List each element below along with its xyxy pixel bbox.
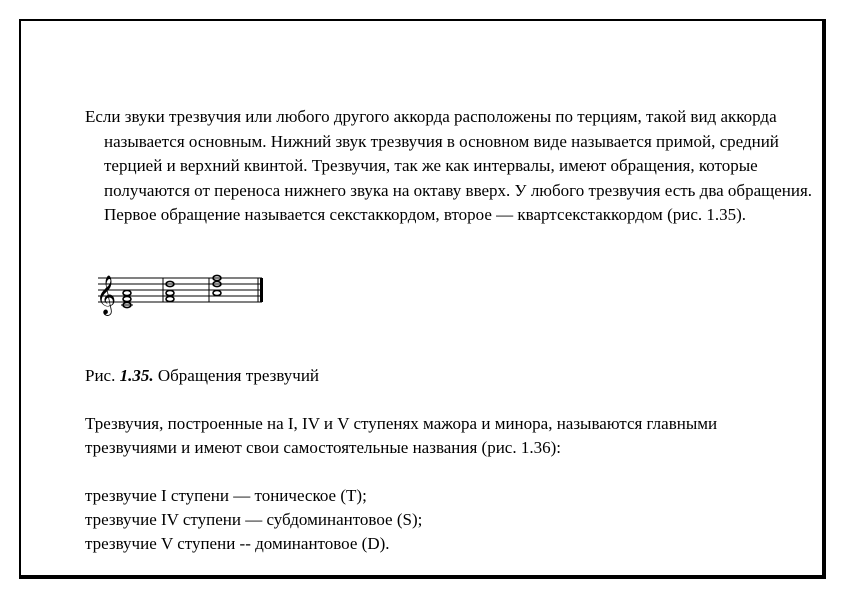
caption-text: Обращения трезвучий (153, 366, 320, 385)
caption-number: 1.35. (119, 366, 154, 385)
chord-root-position (121, 290, 133, 307)
list-item: трезвучие IV ступени — субдоминантовое (S); (85, 510, 423, 529)
chord-1-note-3 (123, 290, 131, 295)
paragraph-triad-inversions: Если звуки трезвучия или любого другого аккорда расположены по терциям, такой вид аккорда называется основным. Нижний звук трезвучия в основном виде называется примой, средний терцией и верхний квинтой. Трезвучия, так же как интервалы, имеют обращения, которые получаются от переноса нижнего звука на октаву вверх. У любого трезвучия есть два обращения. Первое обращение называется секстаккордом, второе — квартсекстаккордом (рис. 1.35). (85, 107, 813, 224)
final-barline-thick (260, 278, 263, 302)
figure-caption (85, 364, 319, 388)
chord-3-note-1 (213, 290, 221, 295)
list-item: трезвучие V ступени -- доминантовое (D). (85, 534, 390, 553)
caption-prefix: Рис. (85, 366, 120, 385)
treble-clef-icon: 𝄞 (96, 275, 117, 315)
chord-1-note-2 (123, 296, 131, 301)
list-item: трезвучие I ступени — тоническое (Т); (85, 486, 367, 505)
chord-2-note-2 (166, 290, 174, 295)
music-notation-figure (94, 270, 269, 316)
paragraph-main-triads: Трезвучия, построенные на I, IV и V ступенях мажора и минора, называются главными трезвучиями и имеют свои самостоятельные названия (рис. 1.36): (85, 414, 718, 457)
chord-2-note-1 (166, 296, 174, 301)
triad-function-list (85, 484, 422, 556)
